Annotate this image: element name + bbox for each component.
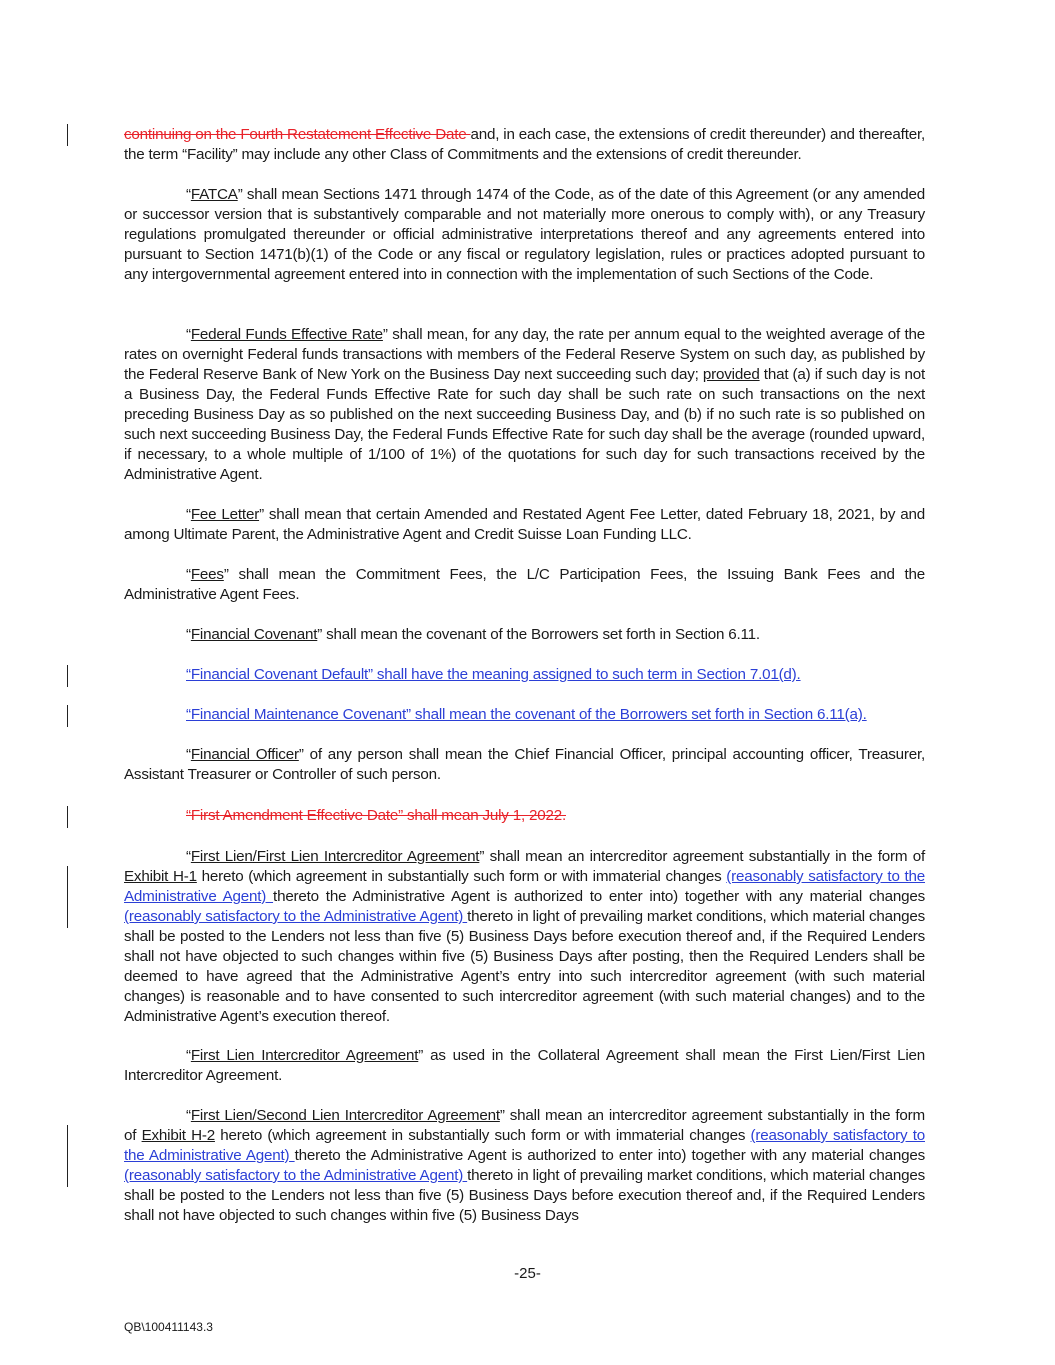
deleted-text: “First Amendment Effective Date” shall mean July 1, 2022. (186, 807, 566, 824)
definition-first-lien-first-lien-intercreditor-agreement: “First Lien/First Lien Intercreditor Agreement” shall mean an intercreditor agreement substantially in the form of Exhibit H-1 hereto (which agreement in substantially such form or with immaterial changes (reasonably satisfactory to the Administrative Agent) thereto the Administrative Agent is authorized to enter into) together with any material changes (reasonably satisfactory to the Administrative Agent) thereto in light of prevailing market conditions, which material changes shall be posted to the Lenders not less than five (5) Business Days before execution thereof and, if the Required Lenders shall not have objected to such changes within five (5) Business Days after posting, then the Required Lenders shall be deemed to have agreed that the Administrative Agent’s entry into such intercreditor agreement (with such material changes) is reasonable and to have consented to such intercreditor agreement (with such material changes) and to the Administrative Agent’s execution thereof. (124, 848, 925, 1025)
page-number: -25- (514, 1265, 541, 1282)
definition-fees: “Fees” shall mean the Commitment Fees, the L/C Participation Fees, the Issuing Bank Fees and the Administrative Agent Fees. (124, 566, 925, 603)
defined-term: Federal Funds Effective Rate (190, 326, 383, 343)
change-bar (67, 866, 68, 928)
defined-term: Financial Officer (190, 746, 299, 763)
defined-term: FATCA (190, 186, 238, 203)
change-bar (67, 665, 68, 687)
definition-financial-covenant-default (124, 665, 925, 685)
inserted-text: “Financial Maintenance Covenant” shall mean the covenant of the Borrowers set forth in Section 6.11(a). (186, 706, 867, 723)
defined-term: First Lien/Second Lien Intercreditor Agreement (190, 1107, 500, 1124)
inserted-text: (reasonably satisfactory to the Administrative Agent) (124, 908, 468, 925)
definition-financial-officer: “Financial Officer” of any person shall mean the Chief Financial Officer, principal accounting officer, Treasurer, Assistant Treasurer or Controller of such person. (124, 746, 925, 783)
change-bar (67, 124, 68, 146)
definition-fee-letter: “Fee Letter” shall mean that certain Amended and Restated Agent Fee Letter, dated February 18, 2021, by and among Ultimate Parent, the Administrative Agent and Credit Suisse Loan Funding LLC. (124, 506, 925, 543)
definition-financial-covenant: “Financial Covenant” shall mean the covenant of the Borrowers set forth in Section 6.11. (186, 626, 760, 643)
definition-first-lien-intercreditor-agreement: “First Lien Intercreditor Agreement” as used in the Collateral Agreement shall mean the First Lien/First Lien Intercreditor Agreement. (124, 1047, 925, 1084)
inserted-text: (reasonably satisfactory to the Administrative Agent) (124, 1127, 925, 1164)
deleted-text: continuing on the Fourth Restatement Effective Date (124, 126, 471, 143)
change-bar (67, 1125, 68, 1187)
definition-financial-maintenance-covenant (124, 705, 925, 725)
defined-term: First Lien Intercreditor Agreement (190, 1047, 419, 1064)
defined-term: First Lien/First Lien Intercreditor Agreement (190, 848, 480, 865)
document-id: QB\100411143.3 (124, 1320, 213, 1334)
inserted-text: (reasonably satisfactory to the Administrative Agent) (124, 868, 925, 905)
change-bar (67, 705, 68, 727)
definition-federal-funds-effective-rate: “Federal Funds Effective Rate” shall mean, for any day, the rate per annum equal to the weighted average of the rates on overnight Federal funds transactions with members of the Federal Reserve System on such day, as published by the Federal Reserve Bank of New York on the Business Day next succeeding such day; provided that (a) if such day is not a Business Day, the Federal Funds Effective Rate for such day shall be such rate on such transactions on the next preceding Business Day as so published on the next succeeding Business Day, and (b) if no such rate is so published on such next succeeding Business Day, the Federal Funds Effective Rate for such day shall be the average (rounded upward, if necessary, to a whole multiple of 1/100 of 1%) of the quotations for such day for such transactions received by the Administrative Agent. (124, 326, 926, 483)
paragraph-facility-continued: continuing on the Fourth Restatement Effective Date and, in each case, the extensions of credit thereunder) and thereafter, the term “Facility” may include any other Class of Commitments and the extensions of credit thereunder. (124, 126, 925, 163)
definition-first-amendment-effective-date (124, 806, 925, 826)
definition-fatca: “FATCA” shall mean Sections 1471 through 1474 of the Code, as of the date of this Agreement (or any amended or successor version that is substantively comparable and not materially more onerous to comply with), or any Treasury regulations promulgated thereunder or official administrative interpretations thereof and any agreements entered into pursuant to Section 1471(b)(1) of the Code or any fiscal or regulatory legislation, rules or practices adopted pursuant to any intergovernmental agreement entered into in connection with the implementation of such Sections of the Code. (124, 186, 925, 283)
change-bar (67, 806, 68, 828)
defined-term: Fee Letter (190, 506, 260, 523)
defined-term: Fees (190, 566, 224, 583)
inserted-text: “Financial Covenant Default” shall have the meaning assigned to such term in Section 7.01(d). (186, 666, 801, 683)
defined-term: Financial Covenant (190, 626, 318, 643)
inserted-text: (reasonably satisfactory to the Administrative Agent) (124, 1167, 468, 1184)
definition-first-lien-second-lien-intercreditor-agreement: “First Lien/Second Lien Intercreditor Agreement” shall mean an intercreditor agreement substantially in the form of Exhibit H-2 hereto (which agreement in substantially such form or with immaterial changes (reasonably satisfactory to the Administrative Agent) thereto the Administrative Agent is authorized to enter into) together with any material changes (reasonably satisfactory to the Administrative Agent) thereto in light of prevailing market conditions, which material changes shall be posted to the Lenders not less than five (5) Business Days before execution thereof and, if the Required Lenders shall not have objected to such changes within five (5) Business Days (124, 1107, 925, 1224)
